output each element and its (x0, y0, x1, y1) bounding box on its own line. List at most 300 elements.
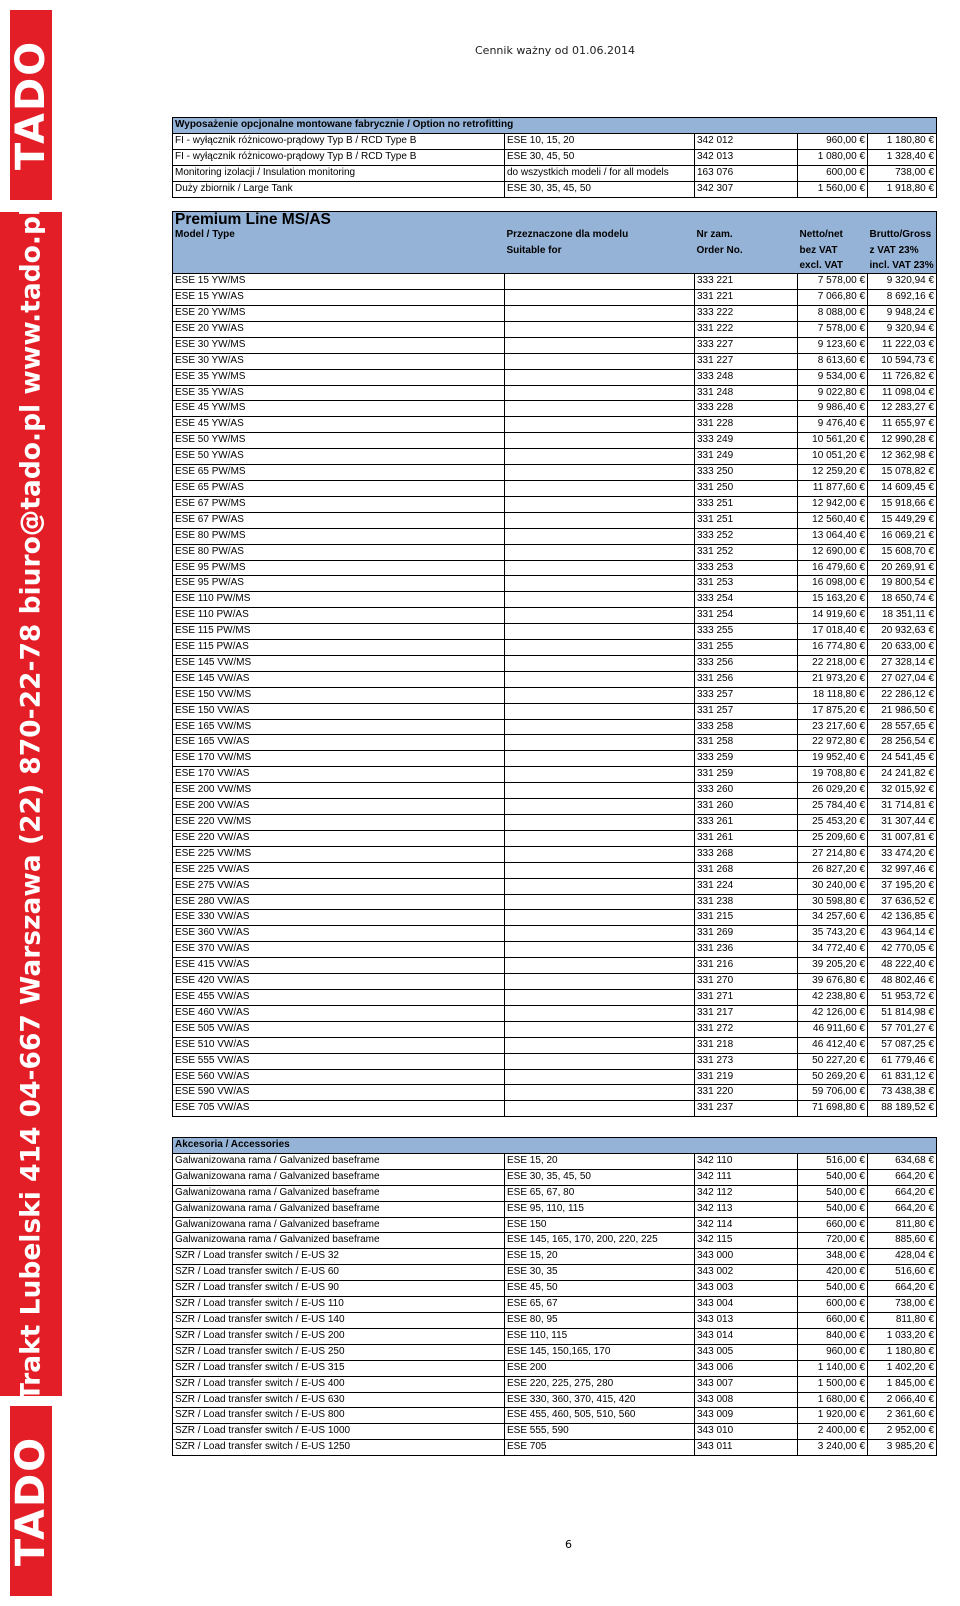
table-cell: ESE 20 YW/MS (173, 306, 505, 322)
table-cell (505, 496, 695, 512)
table-cell: 331 237 (695, 1101, 798, 1117)
table-row (173, 369, 937, 385)
table-cell: 11 877,60 € (798, 480, 868, 496)
table-cell: SZR / Load transfer switch / E-US 110 (173, 1297, 505, 1313)
table-cell: 664,20 € (868, 1169, 937, 1185)
table-row (173, 1037, 937, 1053)
table-cell: 333 254 (695, 592, 798, 608)
col-net-1: Netto/net (798, 227, 868, 242)
table-cell (505, 1021, 695, 1037)
table-cell: ESE 145 VW/MS (173, 655, 505, 671)
table-cell: 333 251 (695, 496, 798, 512)
table-cell: 10 561,20 € (798, 433, 868, 449)
table-cell: SZR / Load transfer switch / E-US 1250 (173, 1440, 505, 1456)
table-cell: ESE 200 VW/MS (173, 783, 505, 799)
table-cell (505, 1053, 695, 1069)
table-cell: SZR / Load transfer switch / E-US 800 (173, 1408, 505, 1424)
table-row (173, 1392, 937, 1408)
table-cell: 34 257,60 € (798, 910, 868, 926)
table-cell: 14 609,45 € (868, 480, 937, 496)
table-cell: ESE 65, 67, 80 (505, 1185, 695, 1201)
col-model: Model / Type (173, 227, 505, 242)
table-cell: 48 222,40 € (868, 958, 937, 974)
table-cell: 331 273 (695, 1053, 798, 1069)
table-cell: 348,00 € (798, 1249, 868, 1265)
table-cell: 342 110 (695, 1153, 798, 1169)
table-cell: 42 770,05 € (868, 942, 937, 958)
table-cell: 331 251 (695, 512, 798, 528)
table-cell: 15 449,29 € (868, 512, 937, 528)
table-cell: 25 784,40 € (798, 799, 868, 815)
table-cell: ESE 30 YW/MS (173, 337, 505, 353)
table-cell (505, 560, 695, 576)
table-cell: 88 189,52 € (868, 1101, 937, 1117)
table-row (173, 989, 937, 1005)
table-cell (505, 1085, 695, 1101)
table-cell: 333 259 (695, 751, 798, 767)
table-cell: 342 013 (695, 149, 798, 165)
table-cell: 331 259 (695, 767, 798, 783)
table-row (173, 830, 937, 846)
table-row (173, 1201, 937, 1217)
table-cell: 333 255 (695, 624, 798, 640)
table-cell: ESE 65 PW/AS (173, 480, 505, 496)
table-cell: 30 598,80 € (798, 894, 868, 910)
table-row (173, 528, 937, 544)
table-cell: 28 256,54 € (868, 735, 937, 751)
table-cell (505, 528, 695, 544)
table-cell: 32 997,46 € (868, 862, 937, 878)
table-cell: 31 307,44 € (868, 815, 937, 831)
table-cell: 331 222 (695, 321, 798, 337)
table-cell (505, 640, 695, 656)
col-order-2: Order No. (695, 243, 798, 258)
table-cell: ESE 10, 15, 20 (505, 133, 695, 149)
table-row (173, 894, 937, 910)
table-cell (505, 337, 695, 353)
table-cell: 660,00 € (798, 1217, 868, 1233)
table-cell: ESE 165 VW/AS (173, 735, 505, 751)
table-cell: 331 224 (695, 878, 798, 894)
table-cell: 333 250 (695, 465, 798, 481)
table-cell: 343 002 (695, 1265, 798, 1281)
table-row (173, 624, 937, 640)
table-row (173, 544, 937, 560)
table-cell: 1 033,20 € (868, 1328, 937, 1344)
table-row (173, 1085, 937, 1101)
table-cell: 540,00 € (798, 1185, 868, 1201)
table-row (173, 274, 937, 290)
table-cell: 1 560,00 € (798, 181, 868, 197)
col-net-2: bez VAT (798, 243, 868, 258)
table-cell: 12 362,98 € (868, 449, 937, 465)
table-cell: 331 261 (695, 830, 798, 846)
table-cell: SZR / Load transfer switch / E-US 90 (173, 1281, 505, 1297)
table-cell: SZR / Load transfer switch / E-US 140 (173, 1312, 505, 1328)
table-cell: 333 228 (695, 401, 798, 417)
table-cell: 331 219 (695, 1069, 798, 1085)
table-cell: 331 256 (695, 671, 798, 687)
col-gross-2: z VAT 23% (868, 243, 937, 258)
table-cell: ESE 50 YW/AS (173, 449, 505, 465)
table-cell: 15 163,20 € (798, 592, 868, 608)
table-cell: 3 985,20 € (868, 1440, 937, 1456)
table-cell: 9 022,80 € (798, 385, 868, 401)
table-row (173, 306, 937, 322)
table-cell: 1 140,00 € (798, 1360, 868, 1376)
table-cell: 331 249 (695, 449, 798, 465)
table-cell: ESE 95 PW/MS (173, 560, 505, 576)
table-cell: 20 269,91 € (868, 560, 937, 576)
table-cell: 343 000 (695, 1249, 798, 1265)
table-cell: 1 402,20 € (868, 1360, 937, 1376)
table-cell: ESE 67 PW/AS (173, 512, 505, 528)
table-cell: 34 772,40 € (798, 942, 868, 958)
table-cell (505, 1101, 695, 1117)
table-cell: 738,00 € (868, 165, 937, 181)
table-cell: 333 256 (695, 655, 798, 671)
table-cell: 12 990,28 € (868, 433, 937, 449)
table-cell: 1 180,80 € (868, 1344, 937, 1360)
table-cell: ESE 590 VW/AS (173, 1085, 505, 1101)
table-cell: 18 650,74 € (868, 592, 937, 608)
table-cell: ESE 110 PW/AS (173, 608, 505, 624)
accessories-title: Akcesoria / Accessories (173, 1138, 937, 1154)
table-cell: ESE 30 YW/AS (173, 353, 505, 369)
table-row (173, 862, 937, 878)
table-row (173, 337, 937, 353)
table-cell: 8 613,60 € (798, 353, 868, 369)
table-cell: ESE 170 VW/AS (173, 767, 505, 783)
table-row (173, 703, 937, 719)
table-cell: ESE 200 (505, 1360, 695, 1376)
table-row (173, 465, 937, 481)
table-cell: SZR / Load transfer switch / E-US 315 (173, 1360, 505, 1376)
table-cell: 16 774,80 € (798, 640, 868, 656)
table-row (173, 1376, 937, 1392)
table-row (173, 1153, 937, 1169)
table-row (173, 1101, 937, 1117)
table-cell: 11 726,82 € (868, 369, 937, 385)
table-cell: ESE 555 VW/AS (173, 1053, 505, 1069)
table-cell: ESE 110, 115 (505, 1328, 695, 1344)
table-cell: 331 238 (695, 894, 798, 910)
table-cell: 342 113 (695, 1201, 798, 1217)
table-cell: Duży zbiornik / Large Tank (173, 181, 505, 197)
table-cell: ESE 145, 150,165, 170 (505, 1344, 695, 1360)
table-cell: 331 257 (695, 703, 798, 719)
brand-sidebar (0, 0, 62, 1606)
table-cell (505, 624, 695, 640)
table-cell: 35 743,20 € (798, 926, 868, 942)
table-cell: ESE 95, 110, 115 (505, 1201, 695, 1217)
table-cell: 17 018,40 € (798, 624, 868, 640)
table-cell: ESE 15 YW/AS (173, 290, 505, 306)
table-cell: 331 260 (695, 799, 798, 815)
table-cell: ESE 150 VW/MS (173, 687, 505, 703)
table-cell: 13 064,40 € (798, 528, 868, 544)
table-row (173, 1344, 937, 1360)
table-cell: 516,00 € (798, 1153, 868, 1169)
table-cell: 15 918,66 € (868, 496, 937, 512)
table-cell (505, 417, 695, 433)
table-cell: 1 680,00 € (798, 1392, 868, 1408)
table-cell: 16 098,00 € (798, 576, 868, 592)
table-cell: ESE 30, 35, 45, 50 (505, 181, 695, 197)
table-cell: ESE 35 YW/MS (173, 369, 505, 385)
table-cell: 342 115 (695, 1233, 798, 1249)
table-row (173, 1328, 937, 1344)
table-cell: Galwanizowana rama / Galvanized baseframe (173, 1217, 505, 1233)
table-cell: 960,00 € (798, 133, 868, 149)
table-cell: ESE 35 YW/AS (173, 385, 505, 401)
table-cell: 331 253 (695, 576, 798, 592)
table-cell: 2 400,00 € (798, 1424, 868, 1440)
table-cell (505, 815, 695, 831)
table-row (173, 846, 937, 862)
table-cell: 343 011 (695, 1440, 798, 1456)
table-row (173, 1069, 937, 1085)
table-cell: 10 051,20 € (798, 449, 868, 465)
table-cell: Galwanizowana rama / Galvanized baseframe (173, 1153, 505, 1169)
table-cell: 19 952,40 € (798, 751, 868, 767)
table-cell: 342 112 (695, 1185, 798, 1201)
table-cell: 28 557,65 € (868, 719, 937, 735)
table-cell: do wszystkich modeli / for all models (505, 165, 695, 181)
table-cell: 30 240,00 € (798, 878, 868, 894)
table-cell: 331 258 (695, 735, 798, 751)
table-cell: 331 271 (695, 989, 798, 1005)
table-cell: ESE 220, 225, 275, 280 (505, 1376, 695, 1392)
table-cell (505, 512, 695, 528)
table-row (173, 751, 937, 767)
table-cell: ESE 20 YW/AS (173, 321, 505, 337)
table-cell: 343 013 (695, 1312, 798, 1328)
table-row (173, 1265, 937, 1281)
table-cell: ESE 560 VW/AS (173, 1069, 505, 1085)
table-cell: ESE 30, 35 (505, 1265, 695, 1281)
table-cell: ESE 510 VW/AS (173, 1037, 505, 1053)
table-row (173, 133, 937, 149)
table-cell: 7 578,00 € (798, 321, 868, 337)
table-cell: SZR / Load transfer switch / E-US 630 (173, 1392, 505, 1408)
table-cell: 331 221 (695, 290, 798, 306)
table-cell: 333 253 (695, 560, 798, 576)
table-cell: 61 831,12 € (868, 1069, 937, 1085)
table-cell: 343 005 (695, 1344, 798, 1360)
table-row (173, 560, 937, 576)
table-row (173, 1217, 937, 1233)
table-cell: 331 227 (695, 353, 798, 369)
table-cell: 37 195,20 € (868, 878, 937, 894)
table-cell: ESE 415 VW/AS (173, 958, 505, 974)
table-row (173, 926, 937, 942)
table-cell: ESE 330, 360, 370, 415, 420 (505, 1392, 695, 1408)
table-cell: 57 087,25 € (868, 1037, 937, 1053)
table-cell: ESE 65, 67 (505, 1297, 695, 1313)
table-cell: 811,80 € (868, 1217, 937, 1233)
options-table (172, 117, 937, 198)
table-row (173, 974, 937, 990)
table-cell: 331 228 (695, 417, 798, 433)
table-cell: ESE 360 VW/AS (173, 926, 505, 942)
table-cell: 22 218,00 € (798, 655, 868, 671)
table-cell (505, 942, 695, 958)
tado-logo-top: TADO (10, 10, 52, 200)
table-cell: SZR / Load transfer switch / E-US 60 (173, 1265, 505, 1281)
table-cell: 26 029,20 € (798, 783, 868, 799)
table-row (173, 767, 937, 783)
tado-logo-bottom: TADO (10, 1406, 52, 1596)
table-cell: 342 307 (695, 181, 798, 197)
col-gross-3: incl. VAT 23% (868, 258, 937, 274)
table-cell: 540,00 € (798, 1281, 868, 1297)
table-row (173, 1408, 937, 1424)
table-cell: Galwanizowana rama / Galvanized baseframe (173, 1201, 505, 1217)
table-row (173, 149, 937, 165)
table-row (173, 480, 937, 496)
table-row (173, 783, 937, 799)
table-cell (505, 274, 695, 290)
table-cell: 21 973,20 € (798, 671, 868, 687)
col-order-1: Nr zam. (695, 227, 798, 242)
table-row (173, 910, 937, 926)
table-cell: 9 476,40 € (798, 417, 868, 433)
table-cell: 19 708,80 € (798, 767, 868, 783)
table-cell: 15 608,70 € (868, 544, 937, 560)
table-cell: 9 986,40 € (798, 401, 868, 417)
table-cell: 7 066,80 € (798, 290, 868, 306)
table-cell: ESE 145 VW/AS (173, 671, 505, 687)
table-cell (505, 290, 695, 306)
table-cell: 343 003 (695, 1281, 798, 1297)
table-row (173, 433, 937, 449)
table-row (173, 181, 937, 197)
table-cell: 664,20 € (868, 1185, 937, 1201)
table-cell (505, 830, 695, 846)
table-cell: 18 118,80 € (798, 687, 868, 703)
table-cell: 16 069,21 € (868, 528, 937, 544)
table-row (173, 1233, 937, 1249)
table-cell: ESE 455 VW/AS (173, 989, 505, 1005)
table-cell: 343 008 (695, 1392, 798, 1408)
table-cell: 27 328,14 € (868, 655, 937, 671)
table-cell: ESE 45 YW/AS (173, 417, 505, 433)
table-cell: 331 272 (695, 1021, 798, 1037)
table-cell: ESE 115 PW/AS (173, 640, 505, 656)
table-cell: 540,00 € (798, 1201, 868, 1217)
table-row (173, 942, 937, 958)
table-cell: 22 286,12 € (868, 687, 937, 703)
table-cell (505, 465, 695, 481)
table-cell: 1 920,00 € (798, 1408, 868, 1424)
table-cell: 331 218 (695, 1037, 798, 1053)
table-row (173, 608, 937, 624)
table-cell: 71 698,80 € (798, 1101, 868, 1117)
table-cell (505, 608, 695, 624)
table-cell: 634,68 € (868, 1153, 937, 1169)
table-row (173, 165, 937, 181)
table-cell: ESE 65 PW/MS (173, 465, 505, 481)
table-cell: 22 972,80 € (798, 735, 868, 751)
table-cell: 333 222 (695, 306, 798, 322)
premium-table (172, 211, 937, 1117)
table-cell: ESE 220 VW/AS (173, 830, 505, 846)
table-row (173, 640, 937, 656)
table-cell (505, 910, 695, 926)
contact-strip (0, 206, 62, 1402)
table-cell: 42 238,80 € (798, 989, 868, 1005)
table-cell: 600,00 € (798, 1297, 868, 1313)
table-cell: 333 258 (695, 719, 798, 735)
table-cell: 600,00 € (798, 165, 868, 181)
table-cell: FI - wyłącznik różnicowo-prądowy Typ B / RCD Type B (173, 149, 505, 165)
table-row (173, 1021, 937, 1037)
table-cell (505, 974, 695, 990)
table-row (173, 385, 937, 401)
table-cell: 333 249 (695, 433, 798, 449)
table-cell: SZR / Load transfer switch / E-US 200 (173, 1328, 505, 1344)
table-cell: 12 259,20 € (798, 465, 868, 481)
table-cell: 57 701,27 € (868, 1021, 937, 1037)
table-cell: 738,00 € (868, 1297, 937, 1313)
table-cell: 39 676,80 € (798, 974, 868, 990)
table-cell: 420,00 € (798, 1265, 868, 1281)
table-row (173, 449, 937, 465)
table-cell: ESE 15 YW/MS (173, 274, 505, 290)
table-cell: 50 269,20 € (798, 1069, 868, 1085)
table-cell: 331 248 (695, 385, 798, 401)
table-cell: ESE 460 VW/AS (173, 1005, 505, 1021)
table-cell: 43 964,14 € (868, 926, 937, 942)
table-cell: 9 320,94 € (868, 321, 937, 337)
table-cell: 10 594,73 € (868, 353, 937, 369)
table-cell: 12 560,40 € (798, 512, 868, 528)
table-cell: 1 080,00 € (798, 149, 868, 165)
table-cell: 9 948,24 € (868, 306, 937, 322)
table-cell: FI - wyłącznik różnicowo-prądowy Typ B / RCD Type B (173, 133, 505, 149)
table-cell: 1 180,80 € (868, 133, 937, 149)
table-cell: 885,60 € (868, 1233, 937, 1249)
table-cell: 27 214,80 € (798, 846, 868, 862)
table-cell: 343 014 (695, 1328, 798, 1344)
table-cell (505, 703, 695, 719)
table-cell: 2 361,60 € (868, 1408, 937, 1424)
table-cell: ESE 45, 50 (505, 1281, 695, 1297)
table-cell: 26 827,20 € (798, 862, 868, 878)
table-row (173, 1312, 937, 1328)
table-cell: ESE 150 VW/AS (173, 703, 505, 719)
table-cell: 50 227,20 € (798, 1053, 868, 1069)
table-row (173, 290, 937, 306)
table-cell: ESE 115 PW/MS (173, 624, 505, 640)
table-cell: SZR / Load transfer switch / E-US 250 (173, 1344, 505, 1360)
table-cell (505, 544, 695, 560)
table-cell: 331 252 (695, 544, 798, 560)
table-cell: 23 217,60 € (798, 719, 868, 735)
table-cell: ESE 370 VW/AS (173, 942, 505, 958)
table-cell: ESE 67 PW/MS (173, 496, 505, 512)
options-title: Wyposażenie opcjonalne montowane fabrycznie / Option no retrofitting (173, 118, 937, 134)
table-cell: ESE 80 PW/MS (173, 528, 505, 544)
table-cell: 664,20 € (868, 1281, 937, 1297)
table-cell (505, 576, 695, 592)
table-cell: 343 010 (695, 1424, 798, 1440)
table-cell: 9 320,94 € (868, 274, 937, 290)
table-cell (505, 735, 695, 751)
table-cell: 17 875,20 € (798, 703, 868, 719)
table-cell: 51 953,72 € (868, 989, 937, 1005)
